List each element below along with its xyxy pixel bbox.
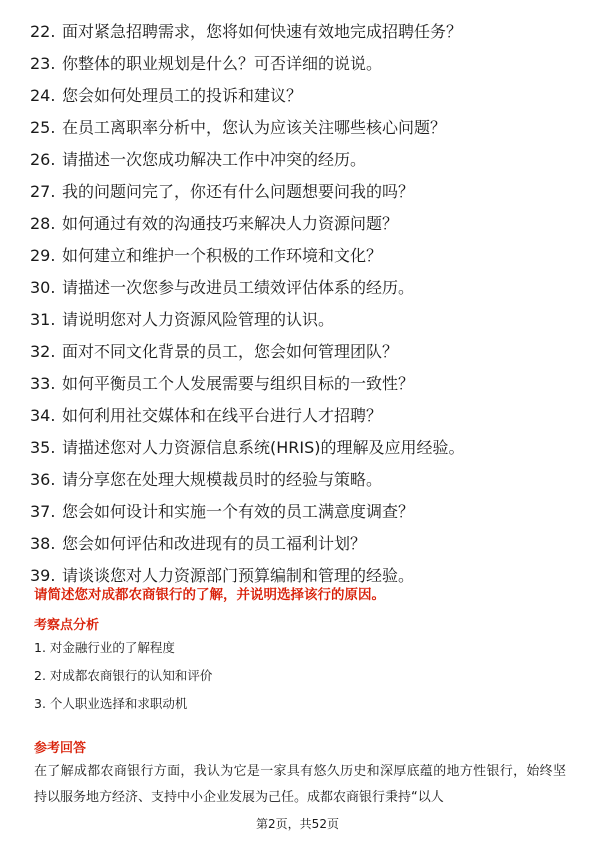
- question-item: [30, 246, 570, 278]
- question-item: [30, 438, 570, 470]
- question-list: [30, 22, 570, 598]
- question-item: [30, 310, 570, 342]
- question-number: 38.: [30, 534, 56, 553]
- question-number: 22.: [30, 22, 56, 41]
- answer-heading: 参考回答: [34, 741, 87, 756]
- question-text: 如何利用社交媒体和在线平台进行人才招聘？: [62, 406, 383, 425]
- question-item: [30, 278, 570, 310]
- question-number: 39.: [30, 566, 56, 585]
- question-text: 请描述您对人力资源信息系统(HRIS)的理解及应用经验。: [62, 438, 465, 457]
- question-number: 35.: [30, 438, 56, 457]
- question-item: [30, 54, 570, 86]
- question-number: 34.: [30, 406, 56, 425]
- question-text: 如何通过有效的沟通技巧来解决人力资源问题？: [62, 214, 399, 233]
- question-item: [30, 150, 570, 182]
- question-item: [30, 374, 570, 406]
- question-text: 您会如何评估和改进现有的员工福利计划？: [62, 534, 367, 553]
- question-item: [30, 86, 570, 118]
- question-number: 33.: [30, 374, 56, 393]
- section-question: 请简述您对成都农商银行的了解，并说明选择该行的原因。: [34, 587, 385, 603]
- question-number: 27.: [30, 182, 56, 201]
- question-text: 请分享您在处理大规模裁员时的经验与策略。: [62, 470, 383, 489]
- question-number: 36.: [30, 470, 56, 489]
- question-number: 30.: [30, 278, 56, 297]
- question-number: 28.: [30, 214, 56, 233]
- question-item: [30, 214, 570, 246]
- question-text: 在员工离职率分析中，您认为应该关注哪些核心问题？: [62, 118, 447, 137]
- analysis-item: 3. 个人职业选择和求职动机: [34, 696, 188, 711]
- question-text: 请说明您对人力资源风险管理的认识。: [62, 310, 335, 329]
- analysis-item: 1. 对金融行业的了解程度: [34, 640, 175, 655]
- answer-text: 在了解成都农商银行方面，我认为它是一家具有悠久历史和深厚底蕴的地方性银行，始终坚持以服务地方经济、支持中小企业发展为己任。成都农商银行秉持“以人: [34, 764, 566, 805]
- question-item: [30, 470, 570, 502]
- question-text: 你整体的职业规划是什么？可否详细的说说。: [62, 54, 383, 73]
- question-item: [30, 118, 570, 150]
- question-text: 请描述一次您成功解决工作中冲突的经历。: [62, 150, 367, 169]
- question-item: [30, 534, 570, 566]
- question-number: 25.: [30, 118, 56, 137]
- question-text: 您会如何处理员工的投诉和建议？: [62, 86, 303, 105]
- question-number: 24.: [30, 86, 56, 105]
- question-item: [30, 22, 570, 54]
- question-item: [30, 502, 570, 534]
- question-text: 如何平衡员工个人发展需要与组织目标的一致性？: [62, 374, 415, 393]
- analysis-item: 2. 对成都农商银行的认知和评价: [34, 668, 213, 683]
- question-text: 如何建立和维护一个积极的工作环境和文化？: [62, 246, 383, 265]
- question-number: 23.: [30, 54, 56, 73]
- question-text: 您会如何设计和实施一个有效的员工满意度调查？: [62, 502, 415, 521]
- question-text: 请谈谈您对人力资源部门预算编制和管理的经验。: [62, 566, 415, 585]
- question-text: 我的问题问完了，你还有什么问题想要问我的吗？: [62, 182, 415, 201]
- question-text: 面对紧急招聘需求，您将如何快速有效地完成招聘任务？: [62, 22, 463, 41]
- question-item: [30, 342, 570, 374]
- question-number: 31.: [30, 310, 56, 329]
- question-number: 32.: [30, 342, 56, 361]
- page-footer: 第2页，共52页: [256, 817, 339, 831]
- analysis-list: [34, 640, 212, 724]
- question-number: 29.: [30, 246, 56, 265]
- question-number: 26.: [30, 150, 56, 169]
- question-item: [30, 406, 570, 438]
- question-item: [30, 182, 570, 214]
- question-number: 37.: [30, 502, 56, 521]
- analysis-heading: 考察点分析: [34, 618, 100, 633]
- question-text: 面对不同文化背景的员工，您会如何管理团队？: [62, 342, 399, 361]
- question-text: 请描述一次您参与改进员工绩效评估体系的经历。: [62, 278, 415, 297]
